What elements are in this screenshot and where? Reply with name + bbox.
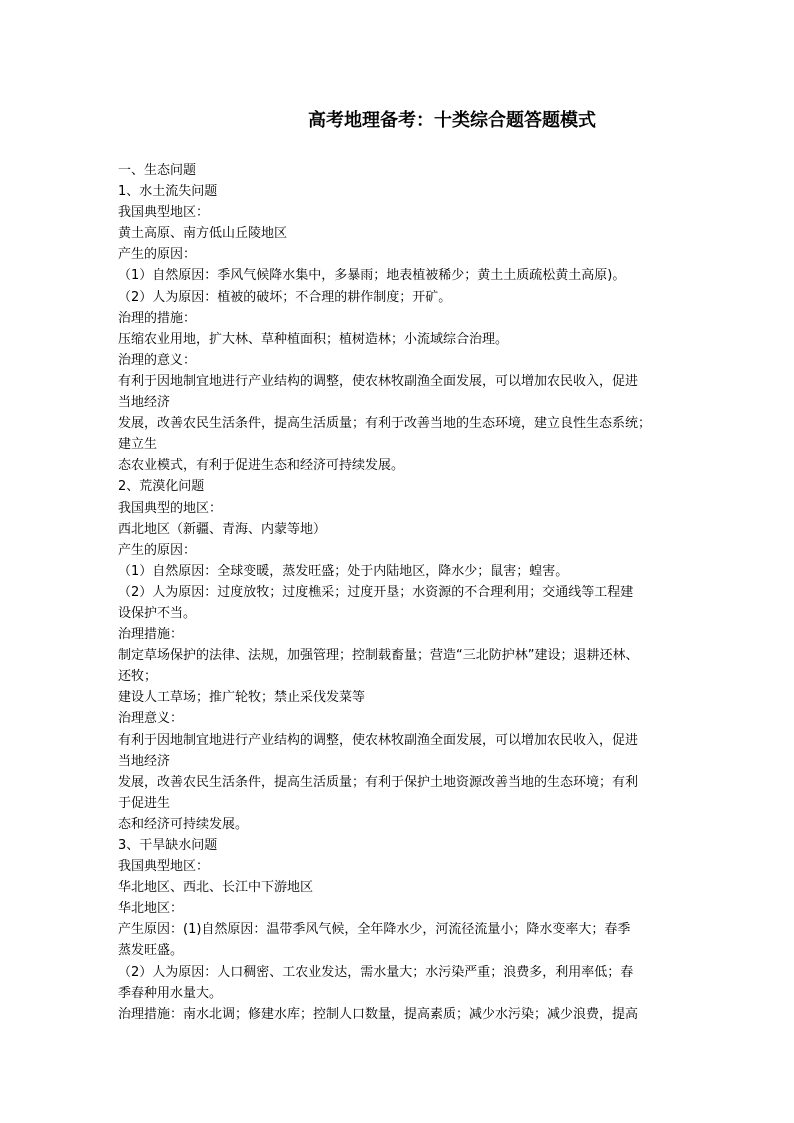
text-line: 治理措施：南水北调；修建水库；控制人口数量，提高素质；减少水污染；减少浪费，提高 (118, 1006, 639, 1022)
text-line: 产生原因：(1)自然原因：温带季风气候，全年降水少，河流径流量小；降水变率大；春季 (118, 922, 631, 938)
text-line: 华北地区： (118, 901, 184, 917)
text-line: （2）人为原因：过度放牧；过度樵采；过度开垦；水资源的不合理利用；交通线等工程建 (118, 584, 634, 600)
text-line: 治理措施： (118, 627, 184, 643)
text-line: 当地经济 (118, 753, 171, 769)
text-line: 态和经济可持续发展。 (118, 816, 249, 832)
text-line: 发展，改善农民生活条件，提高生活质量；有利于改善当地的生态环境，建立良性生态系统； (118, 416, 652, 432)
text-line: 当地经济 (118, 395, 171, 411)
text-line: 我国典型的地区： (118, 500, 223, 516)
text-line: 态农业模式，有利于促进生态和经济可持续发展。 (118, 458, 405, 474)
text-line: 2、荒漠化问题 (118, 479, 205, 495)
text-line: 还牧； (118, 669, 158, 685)
text-line: 蒸发旺盛。 (118, 943, 184, 959)
text-line: 设保护不当。 (118, 605, 197, 621)
text-line: 我国典型地区： (118, 205, 210, 221)
text-line: 压缩农业用地，扩大林、草种植面积；植树造林；小流域综合治理。 (118, 331, 509, 347)
text-line: 建立生 (118, 437, 158, 453)
text-line: 建设人工草场；推广轮牧；禁止采伐发菜等 (118, 690, 366, 706)
text-line: 我国典型地区： (118, 859, 210, 875)
text-line: 华北地区、西北、长江中下游地区 (118, 880, 314, 896)
text-line: 黄土高原、南方低山丘陵地区 (118, 226, 288, 242)
text-line: （2）人为原因：人口稠密、工农业发达，需水量大；水污染严重；浪费多，利用率低；春 (118, 964, 634, 980)
text-line: （1）自然原因：全球变暖，蒸发旺盛；处于内陆地区，降水少；鼠害；蝗害。 (118, 563, 569, 579)
text-line: 治理的措施： (118, 310, 197, 326)
text-line: 治理意义： (118, 711, 184, 727)
text-line: 有利于因地制宜地进行产业结构的调整，使农林牧副渔全面发展，可以增加农民收入，促进 (118, 732, 639, 748)
text-line: 产生的原因： (118, 247, 197, 263)
text-line: 于促进生 (118, 795, 171, 811)
text-line: 产生的原因： (118, 542, 197, 558)
text-line: 发展，改善农民生活条件，提高生活质量；有利于保护土地资源改善当地的生态环境；有利 (118, 774, 639, 790)
text-line: 季春种用水量大。 (118, 985, 223, 1001)
text-line: 西北地区（新疆、青海、内蒙等地） (118, 521, 327, 537)
text-line: 1、水土流失问题 (118, 184, 218, 200)
text-line: 制定草场保护的法律、法规，加强管理；控制载畜量；营造“三北防护林”建设；退耕还林、 (118, 648, 639, 664)
text-line: 治理的意义： (118, 352, 197, 368)
document-body (118, 160, 678, 1025)
page-title: 高考地理备考：十类综合题答题模式 (308, 110, 596, 131)
text-line: （1）自然原因：季风气候降水集中，多暴雨；地表植被稀少；黄土土质疏松黄土高原)。 (118, 268, 626, 284)
text-line: 有利于因地制宜地进行产业结构的调整，使农林牧副渔全面发展，可以增加农民收入，促进 (118, 373, 639, 389)
text-line: 3、干旱缺水问题 (118, 838, 218, 853)
text-line: （2）人为原因：植被的破坏；不合理的耕作制度；开矿。 (118, 289, 452, 305)
text-line: 一、生态问题 (118, 163, 197, 178)
